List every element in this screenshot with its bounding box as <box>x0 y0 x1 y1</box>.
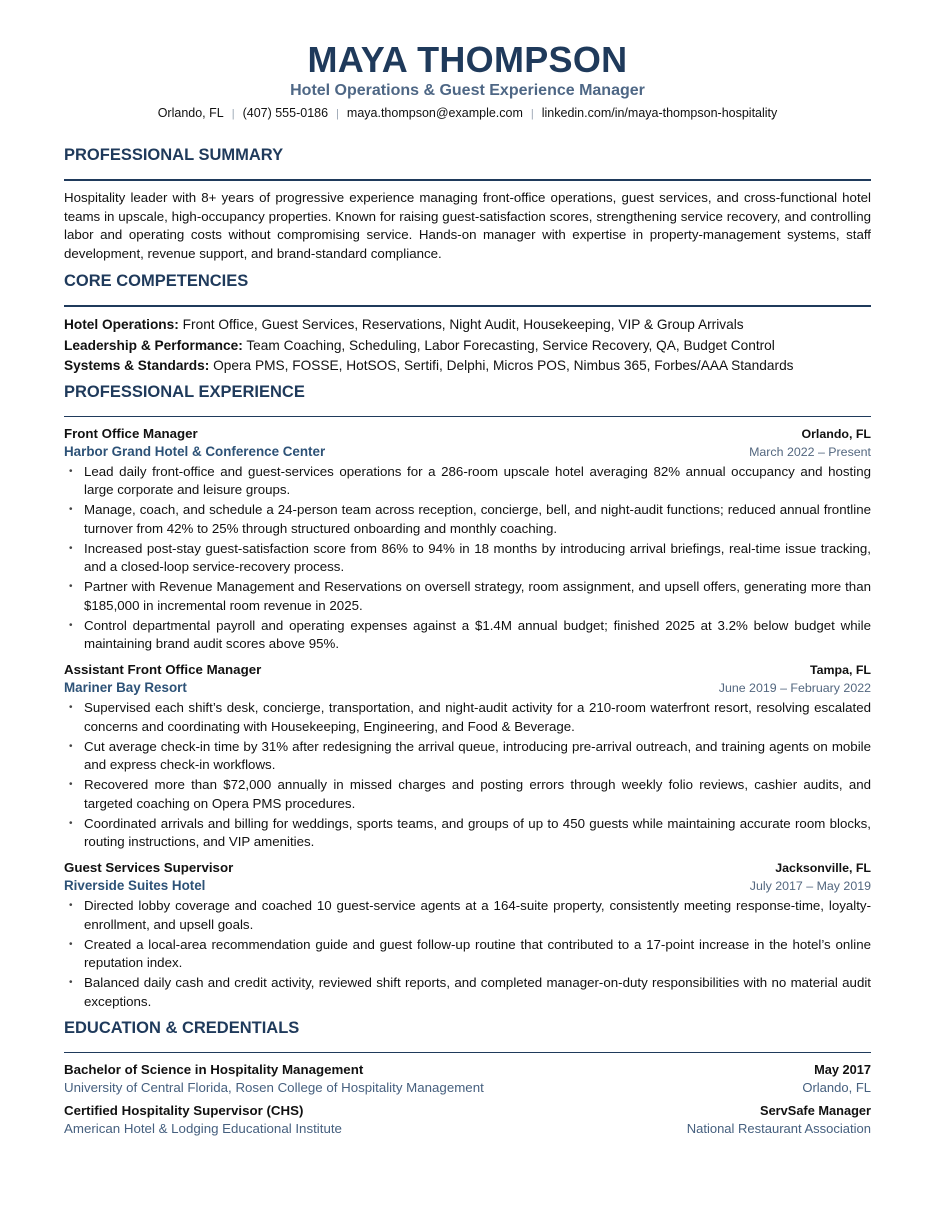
job-entry-front-office-manager <box>64 425 871 653</box>
resume-header <box>64 38 871 124</box>
job-company: Harbor Grand Hotel & Conference Center <box>64 443 326 459</box>
certification-issuer: American Hotel & Lodging Educational Institute <box>64 1121 342 1137</box>
job-subheader-row <box>64 679 871 697</box>
competency-hotel-operations <box>64 315 871 335</box>
job-bullet: • Lead daily front-office and guest-services operations for a 286-room upscale hotel averaging 82% annual occupancy and hosting large corporate and leisure groups. <box>64 463 871 500</box>
contact-location: Orlando, FL <box>157 106 224 120</box>
job-bullet: • Partner with Revenue Management and Reservations on oversell strategy, room assignment, and upsell offers, generating more than $185,000 in incremental room revenue in 2025. <box>64 578 871 615</box>
competency-label: Leadership & Performance: <box>64 337 243 353</box>
job-bullet: • Created a local-area recommendation guide and guest follow-up routine that contributed to a 17-point increase in the hotel’s online reputation index. <box>64 936 871 973</box>
job-title: Assistant Front Office Manager <box>64 662 262 678</box>
competency-value: Front Office, Guest Services, Reservations, Night Audit, Housekeeping, VIP & Group Arrivals <box>182 317 744 333</box>
education-subheader-row <box>64 1120 871 1138</box>
job-dates: June 2019 – February 2022 <box>718 681 871 696</box>
job-company: Riverside Suites Hotel <box>64 878 206 894</box>
competency-label: Systems & Standards: <box>64 357 210 373</box>
resume-page <box>64 38 871 1138</box>
education-entry-certifications <box>64 1102 871 1138</box>
section-title-education: EDUCATION & CREDENTIALS <box>64 1018 871 1053</box>
certification-name-secondary: ServSafe Manager <box>760 1103 871 1119</box>
education-name: Bachelor of Science in Hospitality Management <box>64 1062 364 1078</box>
competency-value: Opera PMS, FOSSE, HotSOS, Sertifi, Delphi, Micros POS, Nimbus 365, Forbes/AAA Standards <box>213 357 794 373</box>
job-dates: March 2022 – Present <box>749 444 871 459</box>
job-bullets <box>64 897 871 1011</box>
job-bullet: • Directed lobby coverage and coached 10 guest-service agents at a 164-suite property, consistently meeting response-time, loyalty-enrollment, and upsell goals. <box>64 897 871 934</box>
job-dates: July 2017 – May 2019 <box>749 879 871 894</box>
education-location: Orlando, FL <box>802 1080 871 1096</box>
job-company: Mariner Bay Resort <box>64 680 187 696</box>
certification-name: Certified Hospitality Supervisor (CHS) <box>64 1103 304 1119</box>
education-entry-degree <box>64 1061 871 1097</box>
competencies-list <box>64 315 871 376</box>
education-subheader-row <box>64 1079 871 1097</box>
job-bullets <box>64 463 871 653</box>
job-header-row <box>64 661 871 679</box>
competency-value: Team Coaching, Scheduling, Labor Forecasting, Service Recovery, QA, Budget Control <box>246 337 775 353</box>
job-header-row <box>64 859 871 877</box>
candidate-headline: Hotel Operations & Guest Experience Manager <box>290 82 645 99</box>
section-title-summary: PROFESSIONAL SUMMARY <box>64 145 871 181</box>
job-location: Jacksonville, FL <box>775 861 871 876</box>
competency-leadership <box>64 336 871 356</box>
job-subheader-row <box>64 877 871 895</box>
job-bullet: • Balanced daily cash and credit activity, reviewed shift reports, and completed manager-on-duty responsibilities with no material audit exceptions. <box>64 974 871 1011</box>
job-subheader-row <box>64 443 871 461</box>
job-entry-guest-services-supervisor <box>64 859 871 1011</box>
contact-separator: | <box>336 108 339 120</box>
section-title-experience: PROFESSIONAL EXPERIENCE <box>64 382 871 417</box>
job-bullet: • Cut average check-in time by 31% after redesigning the arrival queue, introducing pre-arrival outreach, and training agents on mobile and express check-in workflows. <box>64 738 871 775</box>
contact-linkedin: linkedin.com/in/maya-thompson-hospitality <box>541 106 778 120</box>
job-bullet: • Manage, coach, and schedule a 24-person team across reception, concierge, bell, and night-audit functions; reduced annual frontline turnover from 42% to 25% through structured onboarding and monthly coaching. <box>64 501 871 538</box>
education-date: May 2017 <box>814 1062 871 1078</box>
contact-email: maya.thompson@example.com <box>346 106 523 120</box>
summary-text: Hospitality leader with 8+ years of progressive experience managing front-office operations, guest services, and cross-functional hotel teams in upscale, high-occupancy properties. Known for raising guest-satisfaction scores, strengthening service recovery, and controlling labor and operating costs without compromising service. Hands-on manager with expertise in property-management systems, staff development, revenue support, and brand-standard compliance. <box>64 190 871 261</box>
job-title: Guest Services Supervisor <box>64 860 234 876</box>
contact-phone: (407) 555-0186 <box>242 106 329 120</box>
job-bullet: • Supervised each shift’s desk, concierge, transportation, and night-audit activity for a 210-room waterfront resort, resolving escalated concerns and coordinating with Housekeeping, Engineering, and Food & Beverage. <box>64 699 871 736</box>
job-title: Front Office Manager <box>64 425 198 441</box>
education-header-row <box>64 1061 871 1079</box>
job-bullet: • Recovered more than $72,000 annually in missed charges and posting errors through weekly folio reviews, cashier audits, and targeted coaching on Opera PMS procedures. <box>64 776 871 813</box>
job-entry-assistant-front-office-manager <box>64 661 871 851</box>
job-bullets <box>64 699 871 851</box>
certification-issuer-secondary: National Restaurant Association <box>686 1121 871 1137</box>
candidate-name: MAYA THOMPSON <box>307 39 628 80</box>
job-bullet: • Control departmental payroll and operating expenses against a $1.4M annual budget; finished 2025 at 3.2% below budget while maintaining brand audit scores above 95%. <box>64 617 871 654</box>
contact-line <box>64 103 871 124</box>
competency-label: Hotel Operations: <box>64 317 179 333</box>
education-institution: University of Central Florida, Rosen College of Hospitality Management <box>64 1080 484 1096</box>
job-location: Tampa, FL <box>809 663 871 678</box>
education-header-row <box>64 1102 871 1120</box>
job-location: Orlando, FL <box>801 426 871 441</box>
contact-separator: | <box>231 108 235 120</box>
job-header-row <box>64 425 871 443</box>
contact-separator: | <box>530 108 534 120</box>
section-title-competencies: CORE COMPETENCIES <box>64 271 871 307</box>
competency-systems <box>64 356 871 376</box>
job-bullet: • Coordinated arrivals and billing for weddings, sports teams, and groups of up to 450 guests while maintaining accurate room blocks, routing instructions, and VIP amenities. <box>64 815 871 852</box>
job-bullet: • Increased post-stay guest-satisfaction score from 86% to 94% in 18 months by introducing arrival briefings, real-time issue tracking, and a closed-loop service-recovery process. <box>64 540 871 577</box>
